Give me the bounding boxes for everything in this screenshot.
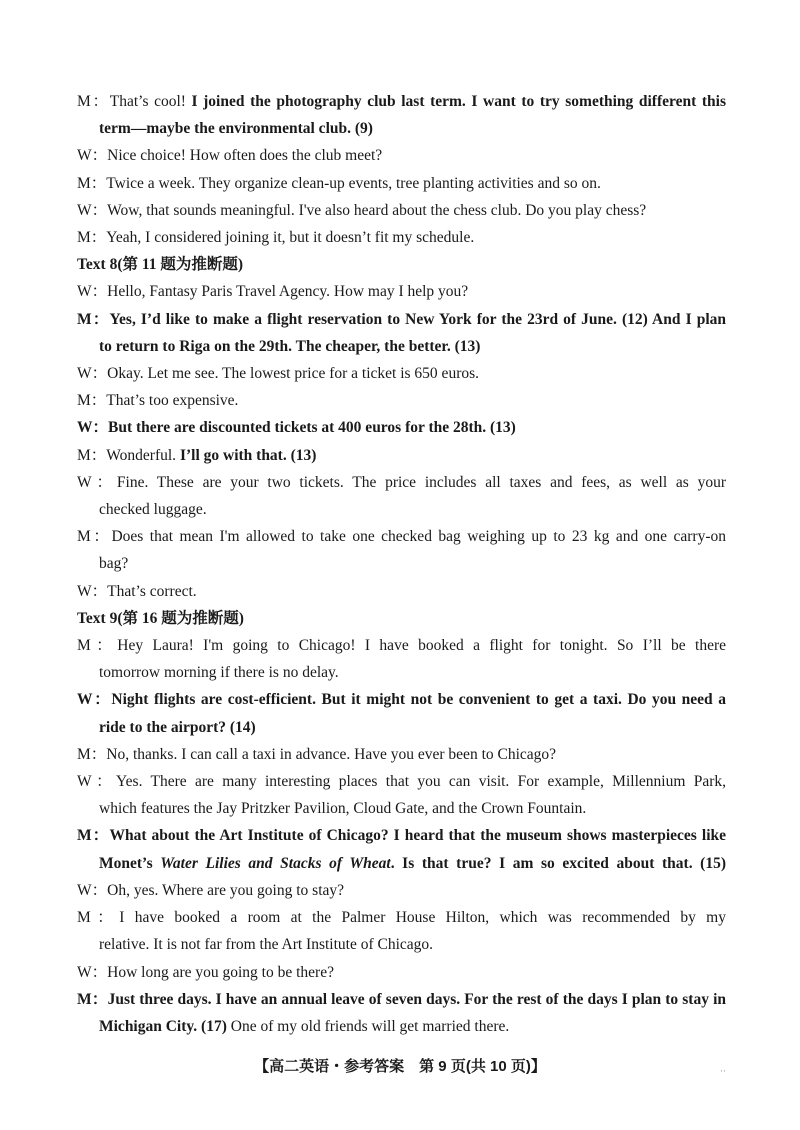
transcript-line (77, 306, 726, 333)
transcript-line (77, 333, 726, 360)
text-segment: W：Wow, that sounds meaningful. I've also heard about the chess club. Do you play chess? (77, 201, 647, 219)
text-segment: W：Night flights are cost-efficient. But it might not be convenient to get a taxi. Do you need a (77, 691, 726, 709)
transcript-line (77, 170, 726, 197)
transcript-line (77, 360, 726, 387)
transcript-line (77, 278, 726, 305)
text-segment: I’ll go with that. (13) (179, 446, 317, 464)
transcript-line (77, 442, 726, 469)
text-segment: W：That’s correct. (77, 582, 197, 600)
text-segment: . Is that true? I am so excited about that. (15) (390, 854, 727, 872)
transcript-line (77, 850, 726, 877)
text-segment: M：Wonderful. (77, 446, 180, 464)
text-segment: W：Oh, yes. Where are you going to stay? (77, 881, 345, 899)
transcript-line (77, 904, 726, 931)
text-segment: ride to the airport? (14) (99, 718, 256, 736)
text-segment: M：No, thanks. I can call a taxi in advance. Have you ever been to Chicago? (77, 745, 557, 763)
text-segment: term—maybe the environmental club. (9) (99, 120, 373, 138)
transcript-line (77, 578, 726, 605)
text-segment: checked luggage. (99, 501, 207, 519)
text-segment: which features the Jay Pritzker Pavilion, Cloud Gate, and the Crown Fountain. (99, 800, 587, 818)
text-segment: W：But there are discounted tickets at 400 euros for the 28th. (13) (77, 419, 516, 437)
transcript-line (77, 414, 726, 441)
transcript-line (77, 741, 726, 768)
text-segment: W：Okay. Let me see. The lowest price for a ticket is 650 euros. (77, 365, 480, 383)
text-segment: W：Fine. These are your two tickets. The price includes all taxes and fees, as well as your (77, 473, 726, 491)
text-segment: Text 9(第 16 题为推断题) (77, 609, 244, 627)
text-segment: relative. It is not far from the Art Institute of Chicago. (99, 936, 434, 954)
text-segment: M：What about the Art Institute of Chicago? I heard that the museum shows masterpieces like (77, 827, 726, 845)
transcript-line (77, 115, 726, 142)
transcript-line (77, 659, 726, 686)
text-segment: M：I have booked a room at the Palmer House Hilton, which was recommended by my (77, 909, 726, 927)
text-segment: M：Yes, I’d like to make a flight reservation to New York for the 23rd of June. (12) And I plan (77, 310, 726, 328)
transcript-line (77, 632, 726, 659)
text-segment: M：Hey Laura! I'm going to Chicago! I have booked a flight for tonight. So I’ll be there (77, 637, 726, 655)
transcript-line (77, 496, 726, 523)
text-segment: W：Hello, Fantasy Paris Travel Agency. How may I help you? (77, 283, 469, 301)
text-segment: to return to Riga on the 29th. The cheaper, the better. (13) (99, 337, 481, 355)
text-segment: M：That’s too expensive. (77, 392, 239, 410)
text-segment: W：Nice choice! How often does the club meet? (77, 147, 383, 165)
transcript-line (77, 686, 726, 713)
transcript-line (77, 1013, 726, 1040)
transcript-content (77, 88, 726, 1040)
text-segment: M：Twice a week. They organize clean-up events, tree planting activities and so on. (77, 174, 601, 192)
text-segment: W：How long are you going to be there? (77, 963, 334, 981)
text-segment: Michigan City. (17) (99, 1017, 227, 1035)
text-segment: W：Yes. There are many interesting places that you can visit. For example, Millennium Park, (77, 773, 726, 791)
transcript-line (77, 469, 726, 496)
text-segment: One of my old friends will get married there. (226, 1017, 510, 1035)
page-footer: 【高二英语・参考答案 第 9 页(共 10 页)】 (254, 1058, 546, 1075)
transcript-line (77, 142, 726, 169)
transcript-line (77, 714, 726, 741)
text-segment: M：Just three days. I have an annual leave of seven days. For the rest of the days I plan to stay in (77, 990, 726, 1008)
transcript-line (77, 387, 726, 414)
section-heading (77, 605, 726, 632)
transcript-line (77, 877, 726, 904)
corner-mark: ·· (720, 1066, 726, 1076)
section-heading (77, 251, 726, 278)
text-segment: I joined the photography club last term. I want to try something different this (191, 93, 726, 110)
transcript-line (77, 768, 726, 795)
transcript-line (77, 197, 726, 224)
text-segment: M：Does that mean I'm allowed to take one checked bag weighing up to 23 kg and one carry-on (77, 528, 726, 546)
transcript-line (77, 986, 726, 1013)
transcript-line (77, 550, 726, 577)
transcript-line (77, 224, 726, 251)
transcript-line (77, 822, 726, 849)
transcript-line (77, 931, 726, 958)
transcript-line (77, 88, 726, 115)
text-segment: Water Lilies and Stacks of Wheat (160, 854, 391, 872)
text-segment: M：That’s cool! (77, 93, 192, 110)
transcript-line (77, 523, 726, 550)
text-segment: Text 8(第 11 题为推断题) (77, 256, 244, 274)
text-segment: M：Yeah, I considered joining it, but it doesn’t fit my schedule. (77, 229, 475, 247)
transcript-line (77, 795, 726, 822)
text-segment: tomorrow morning if there is no delay. (99, 664, 339, 682)
transcript-line (77, 959, 726, 986)
text-segment: Monet’s (99, 854, 161, 872)
text-segment: bag? (99, 555, 129, 573)
